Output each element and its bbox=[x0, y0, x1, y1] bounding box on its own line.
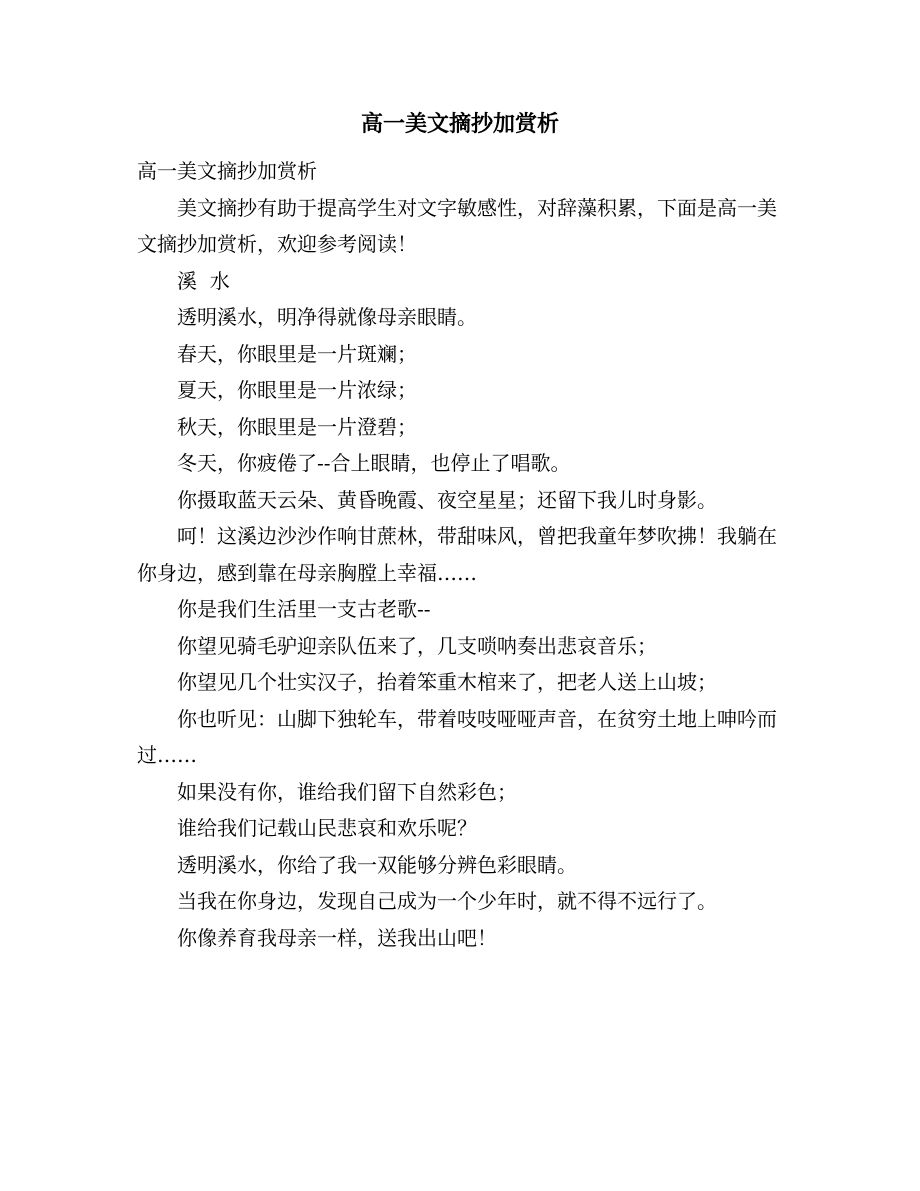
poem-line: 如果没有你，谁给我们留下自然彩色； bbox=[177, 779, 517, 804]
poem-line: 你望见几个壮实汉子，抬着笨重木棺来了，把老人送上山坡； bbox=[177, 670, 717, 694]
poem-line: 你望见骑毛驴迎亲队伍来了，几支唢呐奏出悲哀音乐； bbox=[177, 633, 657, 658]
poem-line: 秋天，你眼里是一片澄碧； bbox=[177, 414, 417, 439]
intro-paragraph: 美文摘抄有助于提高学生对文字敏感性，对辞藻积累，下面是高一美文摘抄加赏析，欢迎参考阅读！ bbox=[137, 195, 777, 256]
poem-line: 你也听见：山脚下独轮车，带着吱吱哑哑声音，在贫穷土地上呻吟而过…… bbox=[137, 706, 777, 767]
poem-line: 你摄取蓝天云朵、黄昏晚霞、夜空星星；还留下我儿时身影。 bbox=[177, 487, 717, 512]
poem-line: 你像养育我母亲一样，送我出山吧！ bbox=[177, 925, 497, 950]
document-body bbox=[137, 153, 777, 956]
poem-line: 呵！这溪边沙沙作响甘蔗林，带甜味风，曾把我童年梦吹拂！我躺在你身边，感到靠在母亲胸膛上幸福…… bbox=[137, 524, 777, 585]
poem-line: 冬天，你疲倦了--合上眼睛，也停止了唱歌。 bbox=[177, 451, 571, 475]
document-title: 高一美文摘抄加赏析 bbox=[360, 111, 559, 137]
poem-line: 夏天，你眼里是一片浓绿； bbox=[177, 378, 417, 402]
poem-line: 你是我们生活里一支古老歌-- bbox=[177, 597, 431, 621]
poem-line: 透明溪水，你给了我一双能够分辨色彩眼睛。 bbox=[177, 852, 577, 877]
poem-line: 春天，你眼里是一片斑斓； bbox=[177, 341, 417, 366]
poem-title: 溪 水 bbox=[177, 268, 230, 293]
poem-line: 当我在你身边，发现自己成为一个少年时，就不得不远行了。 bbox=[177, 889, 717, 913]
subtitle-paragraph: 高一美文摘抄加赏析 bbox=[137, 159, 317, 183]
poem-line: 透明溪水，明净得就像母亲眼睛。 bbox=[177, 305, 477, 329]
poem-line: 谁给我们记载山民悲哀和欢乐呢？ bbox=[177, 816, 477, 840]
